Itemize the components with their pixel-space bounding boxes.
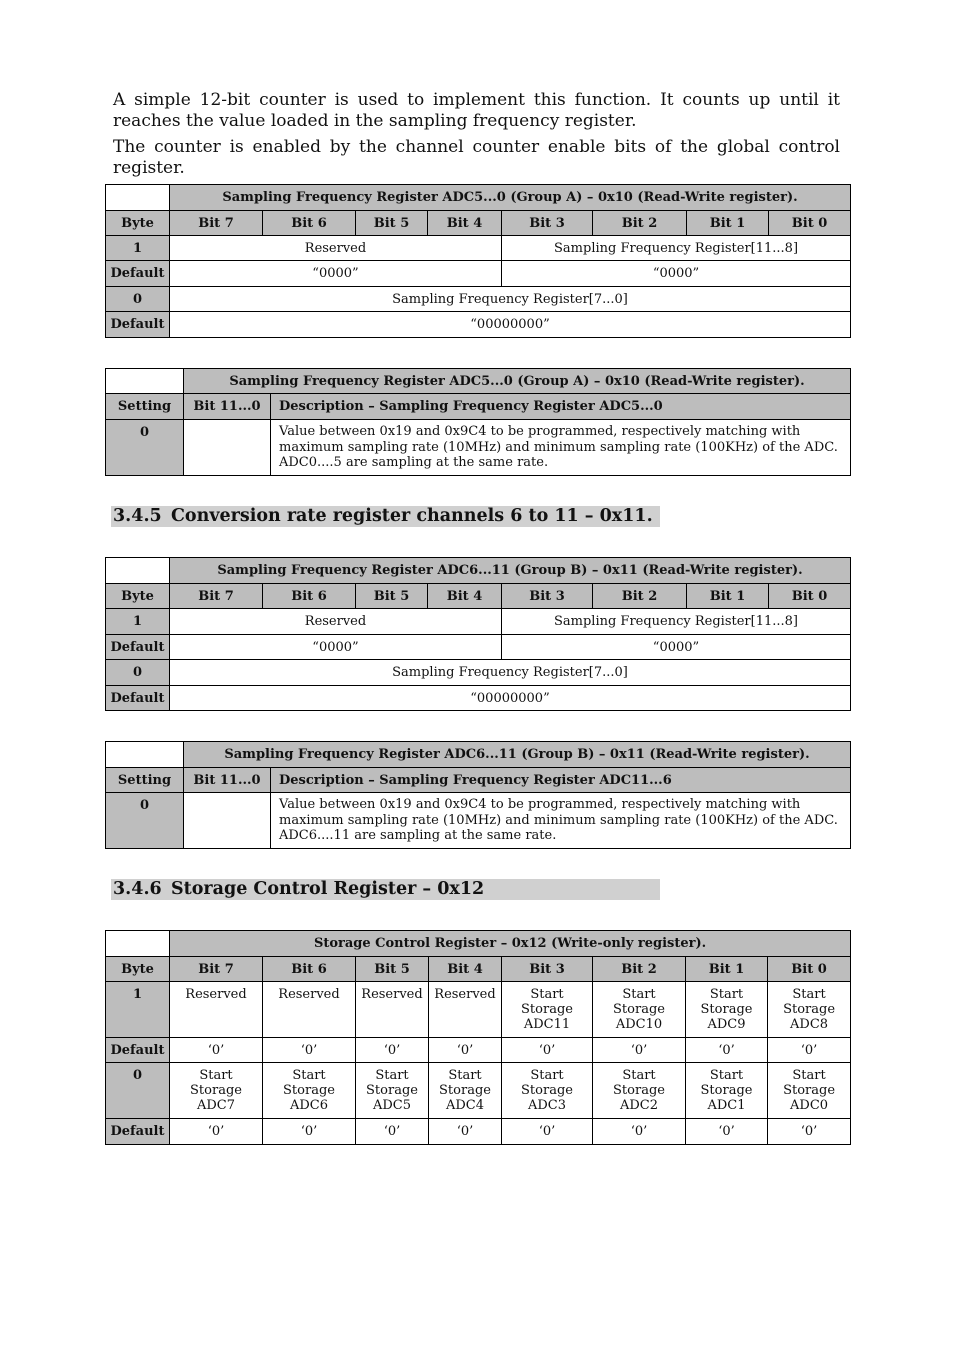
sfr-low-field: Sampling Frequency Register[7...0] [170,287,851,312]
storage-bit-cell [356,1063,429,1119]
header-bit0: Bit 0 [768,957,851,982]
header-bit4: Bit 4 [428,211,502,236]
default-value: ‘0’ [356,1119,429,1145]
cell-text-line: Reserved [434,987,496,1002]
table-title: Storage Control Register – 0x12 (Write-only register). [170,931,851,957]
cell-text-line: Reserved [361,987,423,1002]
default-value: ‘0’ [768,1038,851,1063]
header-bit1: Bit 1 [686,957,768,982]
cell-text-line: Storage [366,1083,418,1098]
header-bit7: Bit 7 [170,211,263,236]
byte-label: 0 [106,660,170,686]
corner-cell [106,558,170,584]
cell-text-line: ADC2 [619,1098,659,1113]
reserved-field: Reserved [170,236,502,261]
default-value: “0000” [502,635,851,660]
default-value: ‘0’ [356,1038,429,1063]
header-bit3: Bit 3 [502,211,593,236]
default-value: ‘0’ [170,1119,263,1145]
table-title: Sampling Frequency Register ADC5...0 (Group A) – 0x10 (Read-Write register). [170,185,851,211]
section-number: 3.4.5 [113,506,162,526]
setting-value: 0 [106,793,184,849]
section-heading-3-4-6 [111,879,660,900]
default-label: Default [106,312,170,338]
cell-text-line: ADC11 [523,1017,571,1032]
description-cell: Value between 0x19 and 0x9C4 to be programmed, respectively matching with maximum sampling rate (10MHz) and minimum sampling rate (100KHz) of the ADC. ADC0....5 are sampling at the same rate. [271,420,851,476]
corner-cell [106,931,170,957]
default-value: ‘0’ [593,1038,686,1063]
storage-bit-cell [429,982,502,1038]
storage-bit-cell [768,1063,851,1119]
cell-text-line: ADC10 [615,1017,663,1032]
header-bit0: Bit 0 [769,211,851,236]
cell-text-line: ADC0 [790,1098,829,1113]
cell-text-line: ADC9 [707,1017,746,1032]
header-bit3: Bit 3 [502,584,593,609]
header-bit0: Bit 0 [769,584,851,609]
default-value: ‘0’ [170,1038,263,1063]
description-cell: Value between 0x19 and 0x9C4 to be programmed, respectively matching with maximum sampling rate (10MHz) and minimum sampling rate (100KHz) of the ADC. ADC6....11 are sampling at the same rate. [271,793,851,849]
reserved-field: Reserved [170,609,502,635]
default-value: ‘0’ [593,1119,686,1145]
storage-bit-cell [263,1063,356,1119]
storage-bit-cell [170,1063,263,1119]
default-value: ‘0’ [768,1119,851,1145]
cell-text-line: Storage [439,1083,491,1098]
header-description: Description – Sampling Frequency Register ADC5...0 [271,394,851,420]
header-bit6: Bit 6 [263,957,356,982]
storage-control-table [105,930,851,1145]
storage-bit-cell [356,982,429,1038]
header-bit4: Bit 4 [428,584,502,609]
header-bits: Bit 11...0 [184,394,271,420]
cell-text-line: ADC3 [527,1098,567,1113]
table-title: Sampling Frequency Register ADC6...11 (Group B) – 0x11 (Read-Write register). [170,558,851,584]
header-bit6: Bit 6 [263,584,356,609]
cell-text-line: Start [199,1068,233,1083]
header-bit6: Bit 6 [263,211,356,236]
cell-text-line: ADC8 [790,1017,829,1032]
storage-bit-cell [686,982,768,1038]
sfr-low-field: Sampling Frequency Register[7...0] [170,660,851,686]
header-bit7: Bit 7 [170,584,263,609]
default-value: ‘0’ [502,1119,593,1145]
default-value: ‘0’ [686,1038,768,1063]
section-title: Conversion rate register channels 6 to 11 – 0x11. [171,506,653,526]
cell-text-line: Storage [190,1083,242,1098]
cell-text-line: Start [792,987,826,1002]
setting-table-group-a [105,368,851,476]
cell-text-line: Storage [613,1002,665,1017]
intro-paragraph-1: A simple 12-bit counter is used to implement this function. It counts up until it reaches the value loaded in the sampling frequency register. [113,90,840,131]
corner-cell [106,369,184,394]
header-bit7: Bit 7 [170,957,263,982]
cell-text-line: Storage [521,1083,573,1098]
default-label: Default [106,1119,170,1145]
cell-text-line: Start [375,1068,409,1083]
cell-text-line: Start [448,1068,482,1083]
storage-bit-cell [686,1063,768,1119]
storage-bit-cell [170,982,263,1038]
byte-label: 1 [106,982,170,1038]
header-setting: Setting [106,394,184,420]
default-label: Default [106,686,170,711]
table-title: Sampling Frequency Register ADC5...0 (Group A) – 0x10 (Read-Write register). [184,369,851,394]
section-number: 3.4.6 [113,879,162,899]
default-value: “0000” [502,261,851,287]
cell-text-line: Start [622,987,656,1002]
header-bit2: Bit 2 [593,211,687,236]
header-bit2: Bit 2 [593,584,687,609]
default-value: ‘0’ [502,1038,593,1063]
corner-cell [106,185,170,211]
default-value: ‘0’ [429,1038,502,1063]
default-value: ‘0’ [686,1119,768,1145]
default-label: Default [106,635,170,660]
cell-text-line: ADC6 [289,1098,329,1113]
header-bit5: Bit 5 [356,211,428,236]
cell-text-line: Reserved [185,987,247,1002]
byte-label: 0 [106,1063,170,1119]
register-table-group-b [105,557,851,711]
setting-table-group-b [105,741,851,849]
table-title: Sampling Frequency Register ADC6...11 (Group B) – 0x11 (Read-Write register). [184,742,851,768]
section-heading-3-4-5 [111,506,660,527]
default-value: “00000000” [170,686,851,711]
storage-bit-cell [502,982,593,1038]
cell-text-line: Start [292,1068,326,1083]
cell-text-line: Start [530,1068,564,1083]
bits-cell [184,793,271,849]
header-bit5: Bit 5 [356,584,428,609]
cell-text-line: ADC7 [196,1098,236,1113]
storage-bit-cell [502,1063,593,1119]
header-bit5: Bit 5 [356,957,429,982]
header-description: Description – Sampling Frequency Register ADC11...6 [271,768,851,793]
byte-label: 1 [106,236,170,261]
default-value: ‘0’ [429,1119,502,1145]
cell-text-line: Start [530,987,564,1002]
cell-text-line: ADC1 [707,1098,746,1113]
cell-text-line: Storage [521,1002,573,1017]
header-byte: Byte [106,957,170,982]
cell-text-line: Reserved [278,987,340,1002]
cell-text-line: Storage [700,1083,753,1098]
storage-bit-cell [593,982,686,1038]
header-bit3: Bit 3 [502,957,593,982]
header-bit4: Bit 4 [429,957,502,982]
storage-bit-cell [429,1063,502,1119]
cell-text-line: Start [709,987,744,1002]
cell-text-line: Start [622,1068,656,1083]
header-byte: Byte [106,584,170,609]
byte-label: 1 [106,609,170,635]
header-bits: Bit 11...0 [184,768,271,793]
byte-label: 0 [106,287,170,312]
default-value: “00000000” [170,312,851,338]
corner-cell [106,742,184,768]
default-value: ‘0’ [263,1119,356,1145]
default-label: Default [106,1038,170,1063]
bits-cell [184,420,271,476]
header-bit1: Bit 1 [687,211,769,236]
setting-value: 0 [106,420,184,476]
default-value: “0000” [170,261,502,287]
header-setting: Setting [106,768,184,793]
intro-paragraph-2: The counter is enabled by the channel counter enable bits of the global control register. [113,137,840,178]
default-value: ‘0’ [263,1038,356,1063]
header-bit2: Bit 2 [593,957,686,982]
cell-text-line: Start [709,1068,744,1083]
section-title: Storage Control Register – 0x12 [171,879,485,899]
header-byte: Byte [106,211,170,236]
default-label: Default [106,261,170,287]
cell-text-line: ADC4 [445,1098,485,1113]
cell-text-line: ADC5 [372,1098,412,1113]
storage-bit-cell [768,982,851,1038]
sfr-high-field: Sampling Frequency Register[11...8] [502,609,851,635]
header-bit1: Bit 1 [687,584,769,609]
register-table-group-a [105,184,851,338]
cell-text-line: Storage [613,1083,665,1098]
cell-text-line: Start [792,1068,826,1083]
cell-text-line: Storage [783,1002,836,1017]
sfr-high-field: Sampling Frequency Register[11...8] [502,236,851,261]
default-value: “0000” [170,635,502,660]
cell-text-line: Storage [783,1083,836,1098]
storage-bit-cell [263,982,356,1038]
storage-bit-cell [593,1063,686,1119]
cell-text-line: Storage [283,1083,335,1098]
cell-text-line: Storage [700,1002,753,1017]
